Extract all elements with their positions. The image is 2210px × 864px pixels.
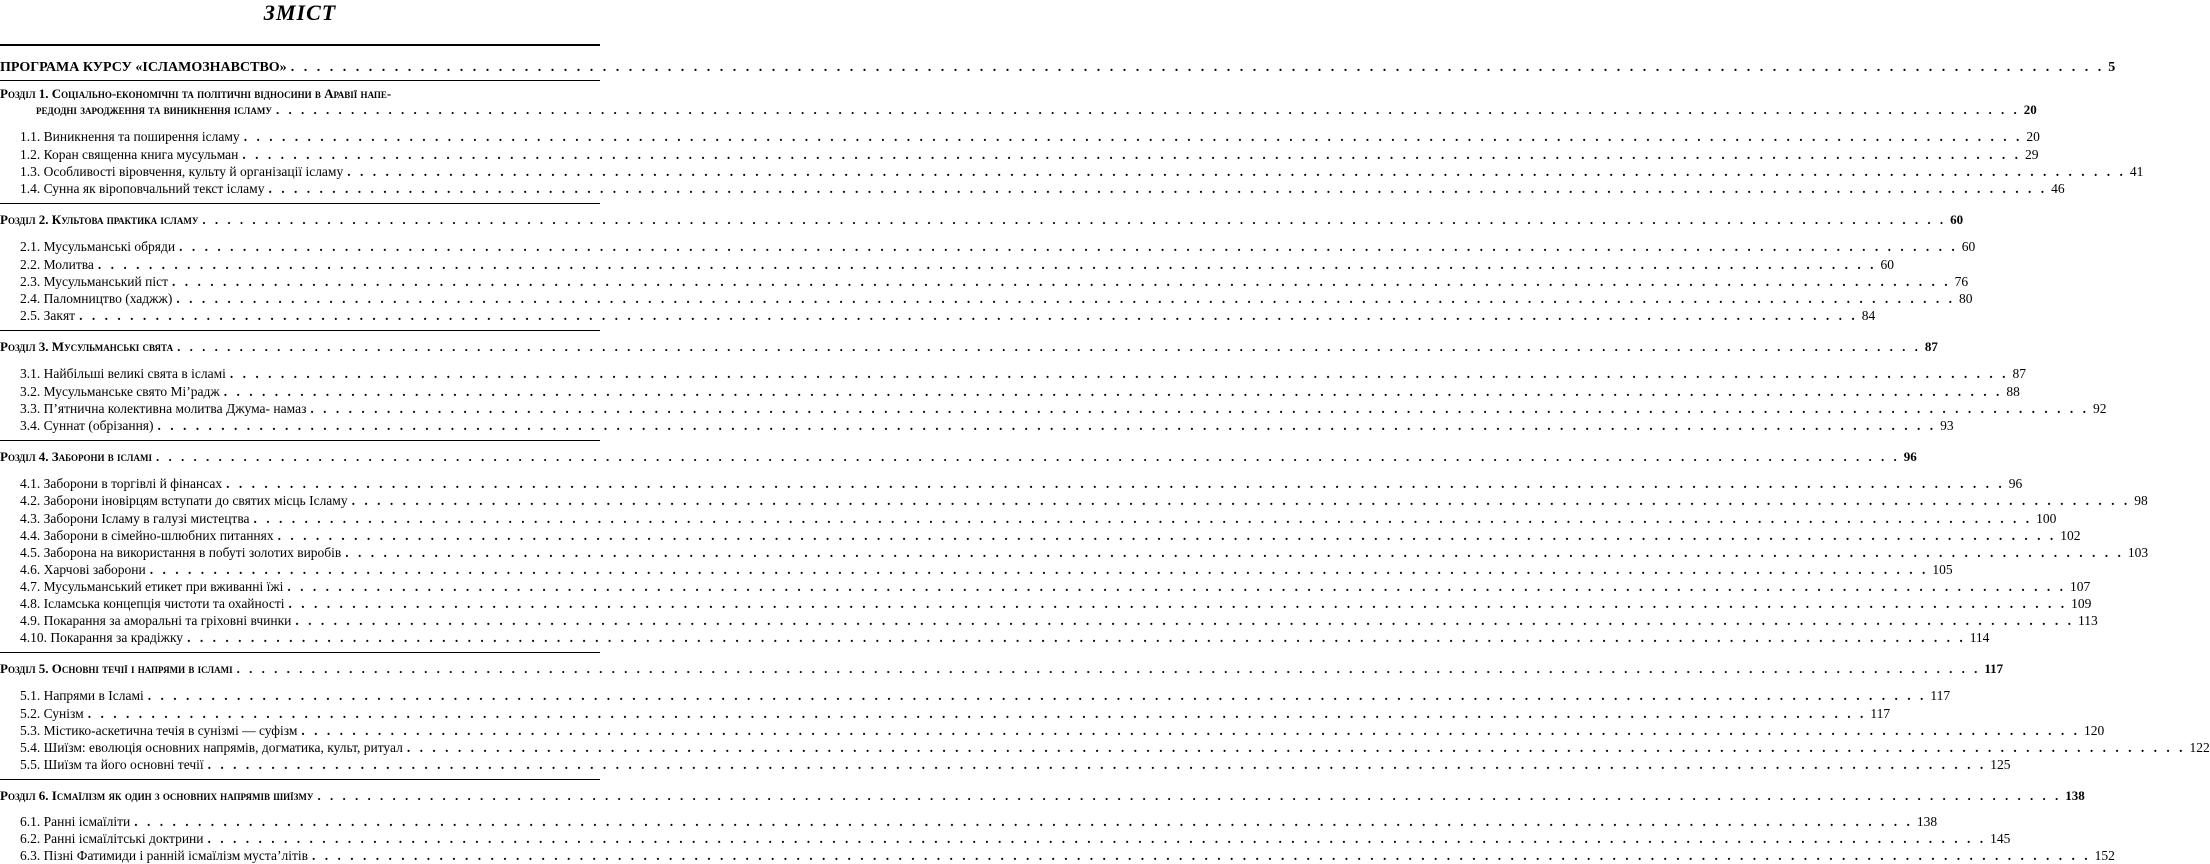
toc-item-label: 4.5. Заборона на використання в побуті золотих виробів <box>20 545 342 560</box>
toc-item-page: 92 <box>2093 401 2107 416</box>
dot-leader <box>352 493 2131 509</box>
toc-section-page: 87 <box>1924 339 1938 354</box>
toc-item-label: 1.1. Виникнення та поширення ісламу <box>20 129 240 144</box>
toc-item-page: 114 <box>1969 630 1990 645</box>
toc-item-page: 60 <box>1880 257 1895 272</box>
toc-item[interactable] <box>20 401 2107 417</box>
toc-item-page: 96 <box>2008 476 2023 491</box>
toc-item-page: 20 <box>2026 129 2040 144</box>
toc-item-page: 76 <box>1954 274 1969 289</box>
toc-item-page: 117 <box>1930 688 1951 703</box>
toc-item-label: 6.3. Пізні Фатимиди і ранній ісмаїлізм муста’літів <box>20 848 308 863</box>
toc-item[interactable] <box>20 757 2011 773</box>
toc-item-label: 4.1. Заборони в торгівлі й фінансах <box>20 476 223 491</box>
toc-item-page: 103 <box>2127 545 2149 560</box>
dot-leader <box>224 384 2003 400</box>
toc-item[interactable] <box>20 706 1891 722</box>
toc-item[interactable] <box>20 562 1953 578</box>
dot-leader <box>318 788 2062 804</box>
toc-item[interactable] <box>20 308 1876 324</box>
toc-item[interactable] <box>20 181 2065 197</box>
toc-section-page: 138 <box>2065 788 2085 803</box>
toc-section-page: 20 <box>2023 102 2037 117</box>
toc-item-page: 105 <box>1932 562 1953 577</box>
toc-section-page: 60 <box>1950 212 1964 227</box>
dot-leader <box>312 848 2091 864</box>
toc-item[interactable] <box>20 630 1990 646</box>
toc-item-label: 3.4. Суннат (обрізання) <box>20 418 154 433</box>
toc-item-label: 1.2. Коран священна книга мусульман <box>20 147 239 162</box>
toc-item-page: 145 <box>1990 831 2011 846</box>
dot-leader <box>268 181 2047 197</box>
toc-item[interactable] <box>20 366 2027 382</box>
dot-leader <box>295 613 2074 629</box>
toc-section-label: Розділ 4. Заборони в ісламі <box>0 449 152 464</box>
toc-item-page: 138 <box>1916 814 1938 829</box>
toc-item[interactable] <box>20 418 1954 434</box>
toc-entry-page: 5 <box>2108 60 2116 75</box>
toc-item-page: 29 <box>2025 147 2039 162</box>
toc-item-page: 80 <box>1958 291 1973 306</box>
dot-leader <box>230 366 2009 382</box>
toc-item-label: 5.1. Напрями в Ісламі <box>20 688 144 703</box>
toc-item-label: 1.4. Сунна як віроповчальний текст ісламу <box>20 181 265 196</box>
dot-leader <box>172 274 1951 290</box>
toc-item-page: 84 <box>1861 308 1876 323</box>
dot-leader <box>208 757 1987 773</box>
toc-item-label: 4.8. Ісламська концепція чистоти та охайності <box>20 596 285 611</box>
toc-item-label: 2.2. Молитва <box>20 257 94 272</box>
toc-item[interactable] <box>20 274 1969 290</box>
dot-leader <box>244 129 2023 145</box>
toc-section-1-line1[interactable]: Розділ 1. Соціально-економічні та політичні відносини в Аравії напе- <box>0 86 392 101</box>
dot-leader <box>289 596 2068 612</box>
toc-item-label: 6.1. Ранні ісмаїліти <box>20 814 131 829</box>
toc-item-label: 4.4. Заборони в сімейно-шлюбних питаннях <box>20 528 274 543</box>
toc-item[interactable] <box>20 384 2020 400</box>
toc-item-label: 2.5. Закят <box>20 308 76 323</box>
dot-leader <box>345 545 2124 561</box>
toc-item[interactable] <box>20 476 2023 492</box>
toc-item[interactable] <box>20 848 2115 864</box>
toc-item-page: 152 <box>2094 848 2115 863</box>
toc-section-page: 96 <box>1903 449 1917 464</box>
dot-leader <box>291 60 2105 76</box>
toc-item-page: 46 <box>2051 181 2065 196</box>
toc-item[interactable] <box>20 239 1976 255</box>
toc-item[interactable] <box>20 740 2210 756</box>
dot-leader <box>310 401 2089 417</box>
dot-leader <box>276 102 2020 118</box>
dot-leader <box>98 257 1877 273</box>
toc-item-page: 98 <box>2134 493 2148 508</box>
dot-leader <box>301 723 2080 739</box>
dot-leader <box>347 164 2126 180</box>
dot-leader <box>177 339 1921 355</box>
toc-item[interactable] <box>20 493 2148 509</box>
dot-leader <box>150 562 1929 578</box>
toc-section-page: 117 <box>1984 661 2004 676</box>
toc-item-label: 5.5. Шиїзм та його основні течії <box>20 757 204 772</box>
toc-item-page: 125 <box>1990 757 2011 772</box>
toc-item-label: 2.1. Мусульманські обряди <box>20 239 176 254</box>
toc-item-label: 4.10. Покарання за крадіжку <box>20 630 184 645</box>
toc-item[interactable] <box>20 814 1938 830</box>
toc-item[interactable] <box>20 831 2011 847</box>
toc-item[interactable] <box>20 613 2098 629</box>
toc-item-page: 88 <box>2006 384 2020 399</box>
dot-leader <box>242 147 2021 163</box>
dot-leader <box>148 688 1927 704</box>
dot-leader <box>158 418 1937 434</box>
divider <box>0 652 600 653</box>
toc-item[interactable] <box>20 147 2039 163</box>
dot-leader <box>156 449 1900 465</box>
toc-item[interactable] <box>20 688 1951 704</box>
toc-item-label: 1.3. Особливості віровчення, культу й організації ісламу <box>20 164 344 179</box>
toc-item-label: 4.9. Покарання за аморальні та гріховні вчинки <box>20 613 292 628</box>
toc-item[interactable] <box>20 257 1895 273</box>
toc-section-1[interactable] <box>36 102 2037 118</box>
toc-item-label: 3.1. Найбільші великі свята в ісламі <box>20 366 226 381</box>
toc-item-page: 122 <box>2189 740 2210 755</box>
toc-item-label: 5.3. Містико-аскетична течія в сунізмі — суфізм <box>20 723 298 738</box>
toc-item-page: 102 <box>2060 528 2081 543</box>
toc-item-label: 4.7. Мусульманський етикет при вживанні їжі <box>20 579 284 594</box>
toc-item-label: 4.2. Заборони іновірцям вступати до святих місць Ісламу <box>20 493 348 508</box>
toc-item-label: 2.4. Паломництво (хаджж) <box>20 291 173 306</box>
toc-section-label: Розділ 6. Ісмаїлізм як один з основних напрямів шиїзму <box>0 788 314 803</box>
dot-leader <box>202 212 1946 228</box>
toc-item-page: 109 <box>2071 596 2092 611</box>
dot-leader <box>88 706 1867 722</box>
dot-leader <box>79 308 1858 324</box>
divider <box>0 330 600 331</box>
toc-section-label: редодні зародження та виникнення ісламу <box>36 102 272 117</box>
divider <box>0 203 600 204</box>
toc-item-label: 3.3. П’ятнична колективна молитва Джума- намаз <box>20 401 307 416</box>
toc-item-label: 5.4. Шиїзм: еволюція основних напрямів, догматика, культ, ритуал <box>20 740 403 755</box>
toc-item-page: 120 <box>2084 723 2105 738</box>
toc-entry-label: ПРОГРАМА КУРСУ «ІСЛАМОЗНАВСТВО» <box>0 60 287 75</box>
dot-leader <box>208 831 1987 847</box>
toc-item-page: 113 <box>2078 613 2098 628</box>
toc-item-label: 3.2. Мусульманське свято Мі’радж <box>20 384 220 399</box>
dot-leader <box>134 814 1913 830</box>
toc-section-3[interactable] <box>0 339 1938 355</box>
dot-leader <box>237 661 1981 677</box>
toc-item[interactable] <box>20 596 2092 612</box>
toc-item-label: 6.2. Ранні ісмаїлітські доктрини <box>20 831 204 846</box>
toc-item[interactable] <box>20 528 2081 544</box>
toc-item-page: 93 <box>1940 418 1954 433</box>
divider <box>0 779 600 780</box>
divider <box>0 80 600 81</box>
toc-item[interactable] <box>20 291 1973 307</box>
dot-leader <box>176 291 1955 307</box>
dot-leader <box>287 579 2066 595</box>
toc-item-page: 100 <box>2036 511 2057 526</box>
page-title: ЗМІСТ <box>263 0 337 25</box>
toc-section-4[interactable] <box>0 449 1917 465</box>
toc-item-label: 5.2. Сунізм <box>20 706 84 721</box>
title-rule <box>0 44 600 46</box>
toc-item-page: 107 <box>2070 579 2091 594</box>
toc-section-2[interactable] <box>0 212 1964 228</box>
dot-leader <box>187 630 1966 646</box>
toc-item-label: 4.3. Заборони Ісламу в галузі мистецтва <box>20 511 250 526</box>
dot-leader <box>179 239 1958 255</box>
toc-section-label: Розділ 5. Основні течії і напрями в ісламі <box>0 661 233 676</box>
divider <box>0 440 600 441</box>
dot-leader <box>254 511 2033 527</box>
toc-item[interactable] <box>20 579 2091 595</box>
toc-item-page: 87 <box>2012 366 2027 381</box>
dot-leader <box>407 740 2186 756</box>
toc-section-label: Розділ 2. Культова практика ісламу <box>0 212 199 227</box>
toc-entry-program[interactable] <box>0 60 2116 76</box>
toc-section-5[interactable] <box>0 661 2004 677</box>
toc-item-page: 117 <box>1870 706 1891 721</box>
toc-item[interactable] <box>20 129 2040 145</box>
toc-item-label: 4.6. Харчові заборони <box>20 562 146 577</box>
dot-leader <box>226 476 2005 492</box>
toc-section-label: Розділ 3. Мусульманські свята <box>0 339 174 354</box>
toc-item-page: 60 <box>1961 239 1976 254</box>
toc-item[interactable] <box>20 723 2105 739</box>
toc-item-page: 41 <box>2129 164 2144 179</box>
dot-leader <box>278 528 2057 544</box>
toc-item[interactable] <box>20 545 2149 561</box>
toc-section-6[interactable] <box>0 788 2085 804</box>
toc-item[interactable] <box>20 511 2057 527</box>
toc-item[interactable] <box>20 164 2144 180</box>
toc-item-label: 2.3. Мусульманський піст <box>20 274 168 289</box>
